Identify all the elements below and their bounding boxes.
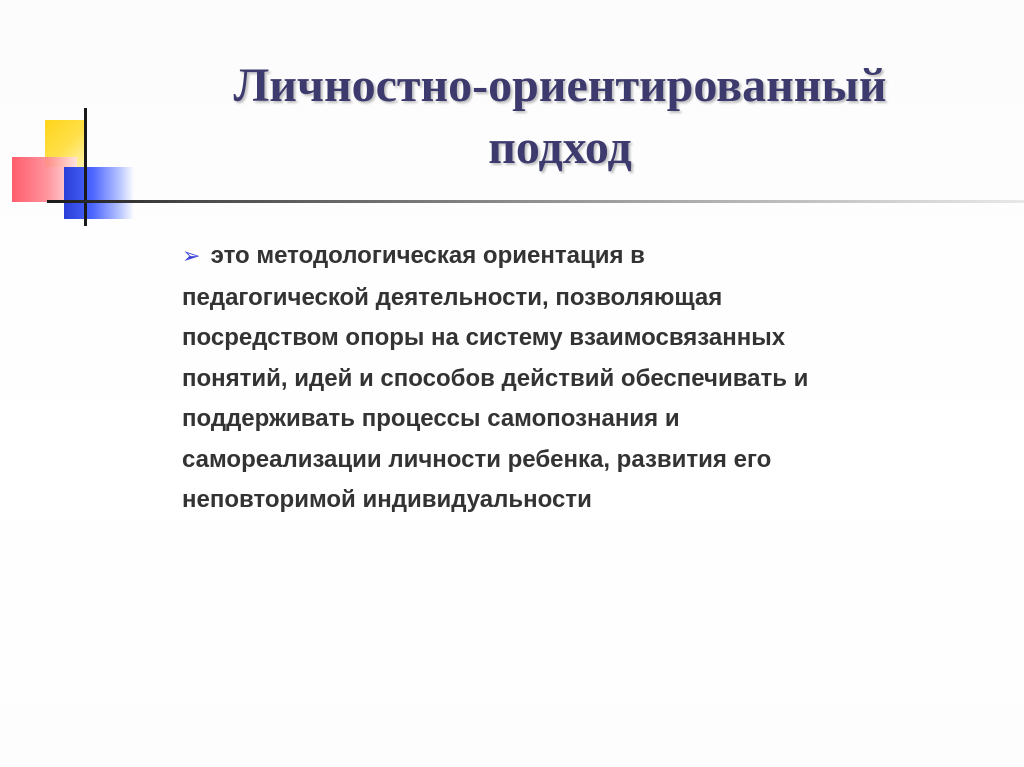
slide-title — [140, 55, 980, 179]
text-line: самореализации личности ребенка, развития его — [182, 445, 772, 473]
bullet-paragraph — [182, 236, 982, 521]
text-line: педагогической деятельности, позволяющая — [182, 283, 723, 311]
text-line: посредством опоры на систему взаимосвязанных — [182, 324, 786, 351]
decorative-vertical-line — [84, 108, 87, 226]
title-line-1: Личностно-ориентированный — [233, 59, 887, 112]
text-line: понятий, идей и способов действий обеспечивать и — [182, 364, 809, 392]
title-divider-line — [47, 200, 1024, 203]
text-line: поддерживать процессы самопознания и — [182, 405, 680, 432]
title-line-2: подход — [488, 121, 632, 174]
decorative-blue-square — [64, 167, 134, 219]
text-line — [182, 236, 982, 278]
text-line-content: это методологическая ориентация в — [210, 242, 645, 269]
arrow-bullet-icon: ➢ — [182, 244, 201, 269]
text-line: неповторимой индивидуальности — [182, 486, 592, 513]
